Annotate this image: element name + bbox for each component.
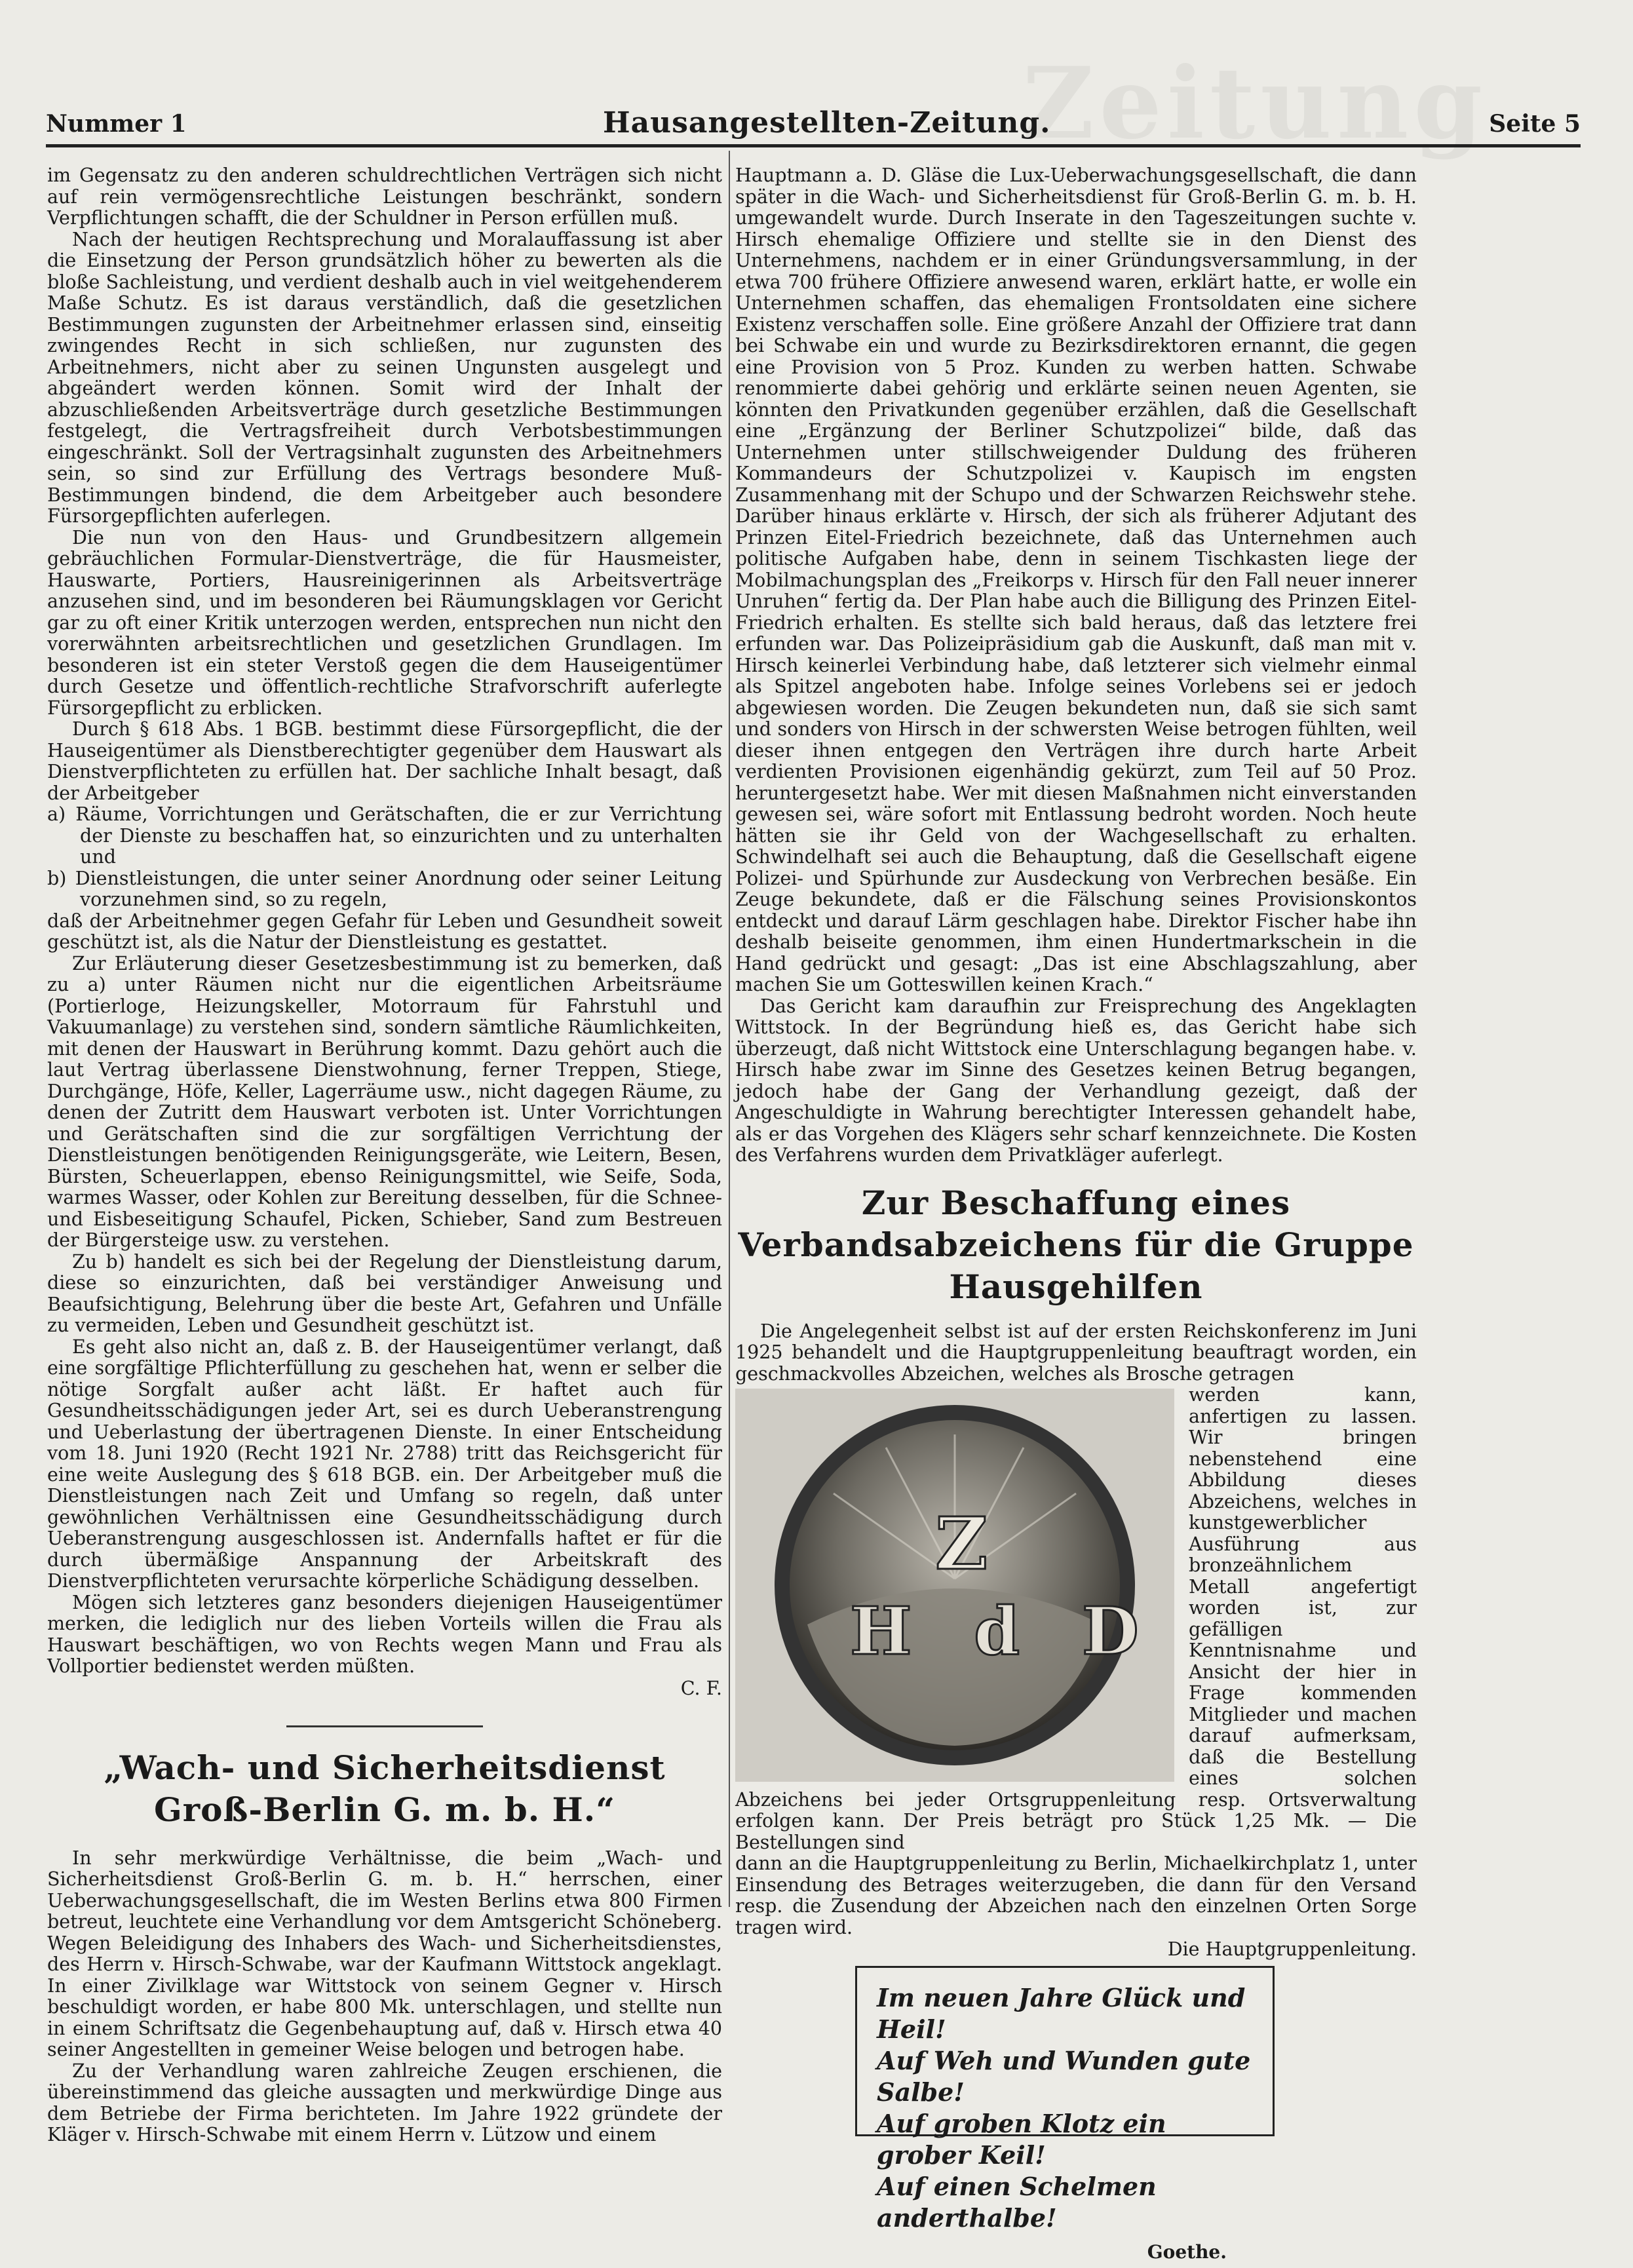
article-heading: Zur Beschaffung eines Verbandsabzeichens für die Gruppe Hausgehilfen — [738, 1183, 1414, 1306]
badge-illustration — [735, 1389, 1174, 1782]
list-item: b) Dienstleistungen, die unter seiner Anordnung oder seiner Leitung vorzunehmen sind, so zu regeln, — [47, 867, 722, 910]
right-column — [735, 165, 1417, 1960]
article-paragraph: daß der Arbeitnehmer gegen Gefahr für Leben und Gesundheit soweit geschützt ist, als die Natur der Dienstleistung es gestattet. — [47, 910, 722, 953]
header-rule — [46, 144, 1581, 147]
article-paragraph: dann an die Hauptgruppenleitung zu Berlin, Michaelkirchplatz 1, unter Einsendung des Betrages weiterzugeben, die dann für den Versand resp. die Zusendung der Abzeichen nach den einzelnen Orten Sorge tragen wird. — [735, 1853, 1417, 1938]
author-signature: C. F. — [680, 1677, 722, 1699]
motto-author: Goethe. — [1147, 2241, 1227, 2263]
article-paragraph: Zur Erläuterung dieser Gesetzesbestimmung ist zu bemerken, daß zu a) unter Räumen nicht nur die eigentlichen Arbeitsräume (Portierloge, Heizungskeller, Motorraum für Fahrstuhl und Vakuumanlage) zu verstehen sind, sondern sämtliche Räumlichkeiten, mit denen der Hauswart in Berührung kommt. Dazu gehört auch die laut Vertrag überlassene Dienstwohnung, ferner Treppen, Stiege, Durchgänge, Höfe, Keller, Lagerräume usw., nicht dagegen Räume, zu denen der Zutritt dem Hauswart verboten ist. Unter Vorrichtungen und Gerätschaften sind die zur sorgfältigen Verrichtung der Dienstleistungen benötigenden Reinigungsgeräte, wie Leitern, Besen, Bürsten, Scheuerlappen, ebenso Reinigungsmittel, wie Seife, Soda, warmes Wasser, oder Kohlen zur Bereitung desselben, für die Schnee- und Eisbeseitigung Schaufel, Picken, Schieber, Sand zum Bestreuen der Bürgersteige usw. zu verstehen. — [47, 952, 722, 1251]
list-item: a) Räume, Vorrichtungen und Gerätschaften, die er zur Verrichtung der Dienste zu beschaffen hat, so einzurichten und zu unterhalten und — [47, 803, 722, 868]
badge-letters-bottom: H d D — [850, 1592, 1159, 1670]
left-column — [47, 165, 722, 2146]
article-paragraph: Das Gericht kam daraufhin zur Freisprechung des Angeklagten Wittstock. In der Begründung hieß es, das Gericht habe sich überzeugt, daß nicht Wittstock eine Unterschlagung begangen habe. v. Hirsch habe zwar im Sinne des Gesetzes keinen Betrug begangen, jedoch habe der Gang der Verhandlung gezeigt, daß der Angeschuldigte in Wahrung berechtigter Interessen gehandelt habe, als er das Vorgehen des Klägers sehr scharf kennzeichnete. Die Kosten des Verfahrens wurden dem Privatkläger auferlegt. — [735, 995, 1417, 1166]
motto-line: Auf Weh und Wunden gute Salbe! — [877, 2046, 1251, 2107]
section-separator — [286, 1725, 483, 1727]
article-paragraph: Mögen sich letzteres ganz besonders diejenigen Hauseigentümer merken, die lediglich nur des lieben Vorteils willen die Frau als Hauswart beschäftigen, wo von Rechts wegen Mann und Frau als Vollportier bedienstet werden müßten. — [47, 1591, 722, 1677]
author-signature: Die Hauptgruppenleitung. — [1167, 1938, 1417, 1960]
article-paragraph: Die Angelegenheit selbst ist auf der ersten Reichskonferenz im Juni 1925 behandelt und die Hauptgruppenleitung beauftragt worden, ein geschmackvolles Abzeichen, welches als Brosche getragen — [735, 1320, 1417, 1385]
motto-line: Im neuen Jahre Glück und Heil! — [877, 1983, 1246, 2044]
article-paragraph: Die nun von den Haus- und Grundbesitzern allgemein gebräuchlichen Formular-Dienstverträge, die für Hausmeister, Hauswarte, Portiers, Hausreinigerinnen als Arbeitsverträge anzusehen sind, und im besonderen bei Räumungsklagen vor Gericht gar zu oft einer Kritik unterzogen werden, entsprechen nun nicht den vorerwähnten arbeitsrechtlichen und gesetzlichen Grundlagen. Im besonderen ist ein steter Verstoß gegen die dem Hauseigentümer durch Gesetze und öffentlich-rechtliche Strafvorschrift auferlegte Fürsorgepflicht zu erblicken. — [47, 526, 722, 719]
issue-number: Nummer 1 — [46, 110, 187, 138]
article-paragraph: Hauptmann a. D. Gläse die Lux-Ueberwachungsgesellschaft, die dann später in die Wach- und Sicherheitsdienst für Groß-Berlin G. m. b. H. umgewandelt wurde. Durch Inserate in den Tageszeitungen suchte v. Hirsch ehemalige Offiziere und stellte sie in den Dienst des Unternehmens, nachdem er in einer Gründungsversammlung, in der etwa 700 frühere Offiziere anwesend waren, erklärt hatte, er wolle ein Unternehmen schaffen, das ehemaligen Frontsoldaten eine sichere Existenz verschaffen solle. Eine größere Anzahl der Offiziere trat dann bei Schwabe ein und wurde zu Bezirksdirektoren ernannt, die gegen eine Provision von 5 Proz. Kunden zu werben hatten. Schwabe renommierte dabei gehörig und erklärte seinen neuen Agenten, sie könnten den Privatkunden gegenüber erzählen, daß die Gesellschaft eine „Ergänzung der Berliner Schutzpolizei“ bilde, daß das Unternehmen unter stillschweigender Duldung des früheren Kommandeurs der Schutzpolizei v. Kaupisch im engsten Zusammenhang mit der Schupo und der Schwarzen Reichswehr stehe. Darüber hinaus erklärte v. Hirsch, der sich als früherer Adjutant des Prinzen Eitel-Friedrich bezeichnete, daß das Unternehmen auch politische Aufgaben habe, denn in seinem Tischkasten liege der Mobilmachungsplan des „Freikorps v. Hirsch für den Fall neuer innerer Unruhen“ fertig da. Der Plan habe auch die Billigung des Prinzen Eitel-Friedrich erhalten. Es stellte sich bald heraus, daß das letztere frei erfunden war. Das Polizeipräsidium gab die Auskunft, daß man mit v. Hirsch keinerlei Verbindung habe, daß letzterer sich vielmehr einmal als Spitzel angeboten habe. Infolge seines Vorlebens sei er jedoch abgewiesen worden. Die Zeugen bekundeten nun, daß sie sich samt und sonders von Hirsch in der schwersten Weise betrogen fühlten, weil dieser ihnen entgegen den Verträgen ihre durch harte Arbeit verdienten Provisionen eigenhändig gekürzt, zum Teil auf 50 Proz. heruntergesetzt habe. Wer mit diesen Maßnahmen nicht einverstanden gewesen sei, wäre sofort mit Entlassung bedroht worden. Noch heute hätten sie ihr Geld von der Wachgesellschaft zu erhalten. Schwindelhaft sei auch die Behauptung, daß die Gesellschaft eigene Polizei- und Spürhunde zur Ausdeckung von Verbrechen besäße. Ein Zeuge bekundete, daß er die Fälschung seines Provisionskontos entdeckt und darauf Lärm geschlagen habe. Direktor Fischer habe ihn deshalb beiseite genommen, ihm einen Hundertmarkschein in die Hand gedrückt und gesagt: „Das ist eine Abschlagszahlung, aber machen Sie um Gotteswillen keinen Krach.“ — [735, 164, 1417, 995]
article-paragraph: werden kann, anfertigen zu lassen. Wir bringen nebenstehend eine Abbildung dieses Abzeichens, welches in kunstgewerblicher Ausführung aus bronzeähnlichem Metall angefertigt worden ist, zur gefälligen Kenntnisnahme und Ansicht der hier in Frage kommenden Mitglieder und machen darauf aufmerksam, daß die Bestellung eines solchen Abzeichens bei jeder Ortsgruppenleitung resp. Ortsverwaltung erfolgen kann. Der Preis beträgt pro Stück 1,25 Mk. — Die Bestellungen sind — [735, 1384, 1417, 1853]
column-divider — [729, 151, 730, 1907]
newspaper-title: Hausangestellten-Zeitung. — [603, 106, 1051, 140]
article-paragraph: In sehr merkwürdige Verhältnisse, die beim „Wach- und Sicherheitsdienst Groß-Berlin G. m. b. H.“ herrschen, einer Ueberwachungsgesellschaft, die im Westen Berlins etwa 800 Firmen betreut, leuchtete eine Verhandlung vor dem Amtsgericht Schöneberg. Wegen Beleidigung des Inhabers des Wach- und Sicherheitsdienstes, des Herrn v. Hirsch-Schwabe, war der Kaufmann Wittstock angeklagt. In einer Zivilklage war Wittstock von seinem Gegner v. Hirsch beschuldigt worden, er habe 800 Mk. unterschlagen, und stellte nun in einem Schriftsatz die Gegenbehauptung auf, daß v. Hirsch etwa 40 seiner Angestellten in gemeiner Weise belogen und betrogen habe. — [47, 1847, 722, 2060]
article-paragraph: Nach der heutigen Rechtsprechung und Moralauffassung ist aber die Einsetzung der Person grundsätzlich höher zu bewerten als die bloße Sachleistung, und verdient deshalb auch in viel weitgehenderem Maße Schutz. Es ist daraus verständlich, daß die gesetzlichen Bestimmungen zugunsten der Arbeitnehmer erlassen sind, einseitig zwingendes Recht in sich schließen, nur zugunsten des Arbeitnehmers, nicht aber zu seinen Ungunsten ausgelegt und abgeändert werden können. Somit wird der Inhalt der abzuschließenden Arbeitsverträge durch gesetzliche Bestimmungen festgelegt, die Vertragsfreiheit durch Verbotsbestimmungen eingeschränkt. Soll der Vertragsinhalt zugunsten des Arbeitnehmers sein, so sind zur Erfüllung des Vertrags besondere Muß-Bestimmungen bindend, die dem Arbeitgeber auch besondere Fürsorgepflichten auferlegen. — [47, 228, 722, 527]
badge-section — [735, 1385, 1417, 1853]
badge-image — [735, 1389, 1174, 1782]
running-head — [46, 106, 1581, 149]
article-paragraph: im Gegensatz zu den anderen schuldrechtlichen Verträgen sich nicht auf rein vermögensrechtliche Leistungen beschränkt, sondern Verpflichtungen schafft, die der Schuldner in Person erfüllen muß. — [47, 164, 722, 229]
article-paragraph: Durch § 618 Abs. 1 BGB. bestimmt diese Fürsorgepflicht, die der Hauseigentümer als Dienstberechtigter gegenüber dem Hauswart als Dienstverpflichteten zu erfüllen hat. Der sachliche Inhalt besagt, daß der Arbeitgeber — [47, 718, 722, 804]
article-paragraph: Es geht also nicht an, daß z. B. der Hauseigentümer verlangt, daß eine sorgfältige Pflichterfüllung zu geschehen hat, wenn er selber die nötige Sorgfalt außer acht läßt. Er haftet auch für Gesundheitsschädigungen jeder Art, sei es durch Ueberanstrengung und Ueberlastung der übertragenen Dienste. In einer Entscheidung vom 18. Juni 1920 (Recht 1921 Nr. 2788) tritt das Reichsgericht für eine weite Auslegung des § 618 BGB. ein. Der Arbeitgeber muß die Dienstleistungen nach Zeit und Umfang so regeln, daß unter gewöhnlichen Verhältnissen eine Gesundheitsschädigung durch Ueberanstrengung ausgeschlossen ist. Andernfalls haftet er für die durch übermäßige Anspannung der Arbeitskraft des Dienstverpflichteten verursachte körperliche Schädigung desselben. — [47, 1336, 722, 1592]
motto-line: Auf groben Klotz ein grober Keil! — [877, 2109, 1166, 2170]
badge-letter-top: Z — [935, 1501, 988, 1586]
article-paragraph: Zu der Verhandlung waren zahlreiche Zeugen erschienen, die übereinstimmend das gleiche aussagten und merkwürdige Dinge aus dem Betriebe der Firma berichteten. Im Jahre 1922 gründete der Kläger v. Hirsch-Schwabe mit einem Herrn v. Lützow und einem — [47, 2060, 722, 2145]
page-number: Seite 5 — [1489, 110, 1581, 138]
motto-line: Auf einen Schelmen anderthalbe! — [877, 2172, 1157, 2233]
bleed-through-text: Zeitung — [1022, 46, 1488, 161]
article-paragraph: Zu b) handelt es sich bei der Regelung der Dienstleistung darum, diese so einzurichten, daß bei verständiger Anweisung und Beaufsichtigung, Belehrung über die beste Art, Gefahren und Unfälle zu vermeiden, Leben und Gesundheit geschützt ist. — [47, 1250, 722, 1336]
motto-box — [855, 1966, 1275, 2263]
article-heading: „Wach- und Sicherheitsdienst Groß-Berlin G. m. b. H.“ — [104, 1748, 666, 1829]
